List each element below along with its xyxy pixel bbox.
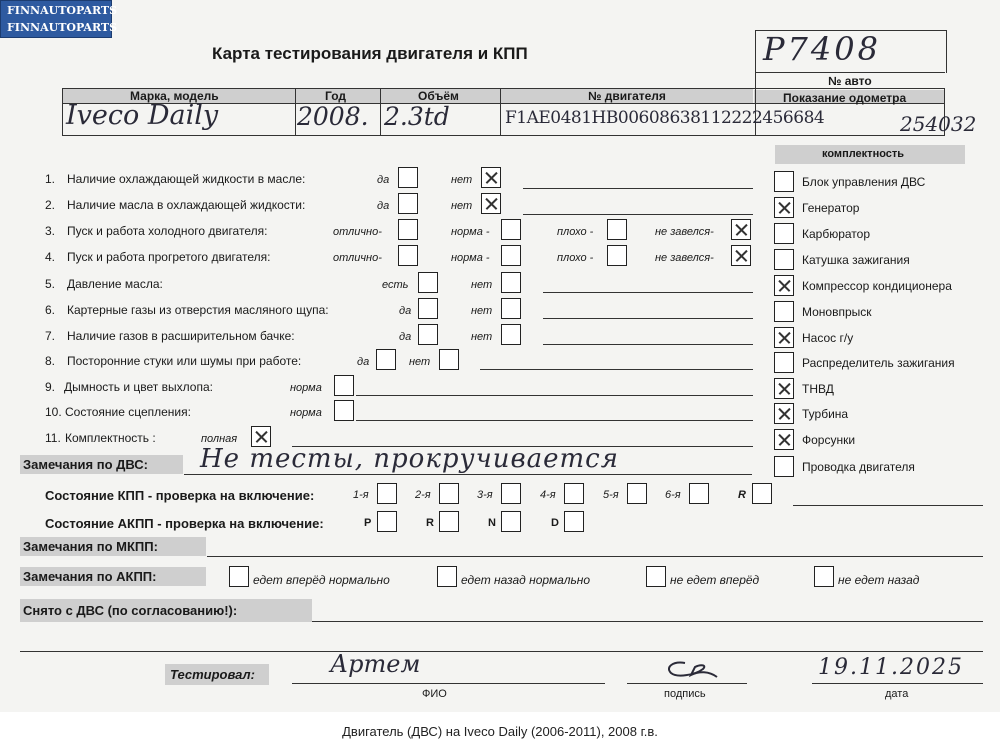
q4-opt4-checkbox[interactable] bbox=[731, 245, 751, 266]
removed-line bbox=[312, 621, 983, 622]
q1-opt2-checkbox[interactable] bbox=[481, 167, 501, 188]
akpp-opt2-checkbox[interactable] bbox=[437, 566, 457, 587]
remarks-engine-line bbox=[184, 474, 752, 475]
q11-label: Комплектность : bbox=[65, 431, 156, 445]
q3-opt2-label: норма - bbox=[451, 226, 490, 238]
auto-p-checkbox[interactable] bbox=[377, 511, 397, 532]
header-model-label: Марка, модель bbox=[130, 89, 219, 103]
header-odometer-label: Показание одометра bbox=[783, 91, 907, 105]
q9-number: 9. bbox=[45, 380, 56, 394]
gearbox-note-line bbox=[793, 505, 983, 506]
logo-text-2: FINNAUTOPARTS bbox=[7, 21, 118, 34]
kit-item-checkbox[interactable] bbox=[774, 378, 794, 399]
gear-4-checkbox[interactable] bbox=[564, 483, 584, 504]
akpp-opt1-checkbox[interactable] bbox=[229, 566, 249, 587]
q6-number: 6. bbox=[45, 303, 56, 317]
kit-item-label: Компрессор кондиционера bbox=[802, 279, 952, 293]
q6-opt1-checkbox[interactable] bbox=[418, 298, 438, 319]
kit-item-checkbox[interactable] bbox=[774, 249, 794, 270]
akpp-opt2-label: едет назад нормально bbox=[461, 573, 591, 587]
q5-opt1-checkbox[interactable] bbox=[418, 272, 438, 293]
q2-number: 2. bbox=[45, 198, 56, 212]
q8-opt2-checkbox[interactable] bbox=[439, 349, 459, 370]
removed-line-2 bbox=[20, 651, 983, 652]
q3-label: Пуск и работа холодного двигателя: bbox=[67, 224, 268, 238]
q4-opt3-label: плохо - bbox=[557, 252, 594, 264]
kit-item-checkbox[interactable] bbox=[774, 301, 794, 322]
q5-label: Давление масла: bbox=[67, 277, 163, 291]
kit-item-checkbox[interactable] bbox=[774, 327, 794, 348]
q5-note-line bbox=[543, 292, 753, 293]
kit-heading: комплектность bbox=[822, 148, 905, 160]
tested-label: Тестировал: bbox=[170, 667, 255, 682]
q7-opt2-checkbox[interactable] bbox=[501, 324, 521, 345]
remarks-engine-label: Замечания по ДВС: bbox=[23, 457, 148, 472]
q3-opt3-label: плохо - bbox=[557, 226, 594, 238]
q8-note-line bbox=[480, 369, 753, 370]
auto-n-checkbox[interactable] bbox=[501, 511, 521, 532]
q3-opt2-checkbox[interactable] bbox=[501, 219, 521, 240]
model-value: Iveco Daily bbox=[66, 100, 219, 131]
akpp-opt3-label: не едет вперёд bbox=[670, 573, 760, 587]
q1-opt1-label: да bbox=[377, 174, 390, 186]
q1-opt1-checkbox[interactable] bbox=[398, 167, 418, 188]
gear-3-checkbox[interactable] bbox=[501, 483, 521, 504]
akpp-opt3-checkbox[interactable] bbox=[646, 566, 666, 587]
q8-label: Посторонние стуки или шумы при работе: bbox=[67, 354, 302, 368]
gear-r-label: R bbox=[738, 489, 746, 501]
photo-caption: Двигатель (ДВС) на Iveco Daily (2006-2011), 2008 г.в. bbox=[342, 724, 658, 739]
odometer-value: 254032 bbox=[900, 112, 977, 136]
q5-number: 5. bbox=[45, 277, 56, 291]
q6-opt1-label: да bbox=[399, 305, 412, 317]
q10-number: 10. bbox=[45, 405, 62, 419]
gear-1-label: 1-я bbox=[353, 489, 369, 501]
q10-label: Состояние сцепления: bbox=[65, 405, 191, 419]
q3-opt1-label: отлично- bbox=[333, 226, 382, 238]
q6-label: Картерные газы из отверстия масляного щупа: bbox=[67, 303, 329, 317]
q2-label: Наличие масла в охлаждающей жидкости: bbox=[67, 198, 306, 212]
q4-opt4-label: не завелся- bbox=[655, 252, 714, 264]
akpp-opt4-label: не едет назад bbox=[838, 573, 920, 587]
kit-item-label: Генератор bbox=[802, 201, 860, 215]
auto-r-label: R bbox=[426, 517, 434, 529]
kit-item-label: Моновпрыск bbox=[802, 305, 872, 319]
removed-label: Снято с ДВС (по согласованию!): bbox=[23, 603, 238, 618]
gear-2-label: 2-я bbox=[415, 489, 431, 501]
q1-note-line bbox=[523, 188, 753, 189]
q11-number: 11. bbox=[45, 431, 61, 445]
q9-note-line bbox=[356, 395, 753, 396]
akpp-opt4-checkbox[interactable] bbox=[814, 566, 834, 587]
fio-label: ФИО bbox=[422, 688, 447, 700]
q6-note-line bbox=[543, 318, 753, 319]
q7-number: 7. bbox=[45, 329, 56, 343]
q3-opt4-label: не завелся- bbox=[655, 226, 714, 238]
gear-1-checkbox[interactable] bbox=[377, 483, 397, 504]
q4-opt1-checkbox[interactable] bbox=[398, 245, 418, 266]
q6-opt2-label: нет bbox=[471, 305, 493, 317]
kit-item-checkbox[interactable] bbox=[774, 171, 794, 192]
kit-item-checkbox[interactable] bbox=[774, 197, 794, 218]
gearbox-label: Состояние КПП - проверка на включение: bbox=[45, 488, 315, 503]
q4-number: 4. bbox=[45, 250, 56, 264]
stock-code: P7408 bbox=[763, 30, 881, 68]
kit-item-checkbox[interactable] bbox=[774, 456, 794, 477]
auto-p-label: P bbox=[364, 517, 372, 529]
q9-label: Дымность и цвет выхлопа: bbox=[64, 380, 213, 394]
remarks-mkpp-line bbox=[207, 556, 983, 557]
automatic-label: Состояние АКПП - проверка на включение: bbox=[45, 516, 324, 531]
kit-item-checkbox[interactable] bbox=[774, 403, 794, 424]
signature-line bbox=[627, 683, 747, 684]
kit-item-label: ТНВД bbox=[802, 382, 834, 396]
date-line bbox=[812, 683, 983, 684]
page-title: Карта тестирования двигателя и КПП bbox=[212, 44, 528, 63]
header-year-label: Год bbox=[325, 89, 346, 103]
kit-item-label: Катушка зажигания bbox=[802, 253, 910, 267]
q8-opt1-label: да bbox=[357, 356, 370, 368]
kit-item-label: Проводка двигателя bbox=[802, 460, 915, 474]
q3-opt3-checkbox[interactable] bbox=[607, 219, 627, 240]
kit-item-checkbox[interactable] bbox=[774, 352, 794, 373]
q4-label: Пуск и работа прогретого двигателя: bbox=[67, 250, 271, 264]
remarks-akpp-label: Замечания по АКПП: bbox=[23, 569, 157, 584]
q4-opt3-checkbox[interactable] bbox=[607, 245, 627, 266]
date-value: 19.11.2025 bbox=[818, 655, 964, 680]
q4-opt2-checkbox[interactable] bbox=[501, 245, 521, 266]
kit-item-checkbox[interactable] bbox=[774, 429, 794, 450]
header-car-no-label: № авто bbox=[828, 74, 872, 88]
brand-logo bbox=[0, 0, 118, 38]
q2-opt1-label: да bbox=[377, 200, 390, 212]
header-col-sep-2 bbox=[380, 88, 381, 136]
q2-opt2-checkbox[interactable] bbox=[481, 193, 501, 214]
auto-r-checkbox[interactable] bbox=[439, 511, 459, 532]
q11-opt1-label: полная bbox=[201, 433, 238, 445]
auto-d-label: D bbox=[551, 517, 559, 529]
q5-opt2-checkbox[interactable] bbox=[501, 272, 521, 293]
header-col-sep-1 bbox=[295, 88, 296, 136]
q2-opt1-checkbox[interactable] bbox=[398, 193, 418, 214]
q1-opt2-label: нет bbox=[451, 174, 473, 186]
q2-opt2-label: нет bbox=[451, 200, 473, 212]
q8-opt2-label: нет bbox=[409, 356, 431, 368]
date-label: дата bbox=[885, 688, 909, 700]
kit-item-label: Форсунки bbox=[802, 433, 856, 447]
q7-label: Наличие газов в расширительном бачке: bbox=[67, 329, 295, 343]
kit-item-checkbox[interactable] bbox=[774, 223, 794, 244]
q2-note-line bbox=[523, 214, 753, 215]
gear-6-label: 6-я bbox=[665, 489, 681, 501]
akpp-opt1-label: едет вперёд нормально bbox=[253, 573, 390, 587]
kit-item-checkbox[interactable] bbox=[774, 275, 794, 296]
q1-number: 1. bbox=[45, 172, 56, 186]
q6-opt2-checkbox[interactable] bbox=[501, 298, 521, 319]
tester-value: Артем bbox=[330, 650, 421, 678]
tester-line bbox=[292, 683, 605, 684]
q7-opt1-label: да bbox=[399, 331, 412, 343]
q8-number: 8. bbox=[45, 354, 56, 368]
engine-no-value: F1AE0481HB00608638112222456684 bbox=[505, 108, 825, 128]
gear-5-label: 5-я bbox=[603, 489, 619, 501]
gear-r-checkbox[interactable] bbox=[752, 483, 772, 504]
q8-opt1-checkbox[interactable] bbox=[376, 349, 396, 370]
auto-n-label: N bbox=[488, 517, 496, 529]
q10-opt1-checkbox[interactable] bbox=[334, 400, 354, 421]
q1-label: Наличие охлаждающей жидкости в масле: bbox=[67, 172, 306, 186]
q3-number: 3. bbox=[45, 224, 56, 238]
header-volume-label: Объём bbox=[418, 89, 459, 103]
signature-mark bbox=[655, 655, 725, 685]
gear-4-label: 4-я bbox=[540, 489, 556, 501]
remarks-mkpp-label: Замечания по МКПП: bbox=[23, 539, 158, 554]
header-col-sep-3 bbox=[500, 88, 501, 136]
gear-2-checkbox[interactable] bbox=[439, 483, 459, 504]
q7-opt2-label: нет bbox=[471, 331, 493, 343]
kit-item-label: Турбина bbox=[802, 407, 849, 421]
q10-opt1-label: норма bbox=[290, 407, 322, 419]
gear-3-label: 3-я bbox=[477, 489, 493, 501]
volume-value: 2.3td bbox=[384, 102, 450, 131]
year-value: 2008. bbox=[297, 102, 369, 131]
q3-opt1-checkbox[interactable] bbox=[398, 219, 418, 240]
sign-label: подпись bbox=[664, 688, 706, 700]
q10-note-line bbox=[356, 420, 753, 421]
gear-5-checkbox[interactable] bbox=[627, 483, 647, 504]
kit-item-label: Насос г/у bbox=[802, 331, 854, 345]
q9-opt1-label: норма bbox=[290, 382, 322, 394]
q4-opt1-label: отлично- bbox=[333, 252, 382, 264]
q7-note-line bbox=[543, 344, 753, 345]
q5-opt2-label: нет bbox=[471, 279, 493, 291]
q7-opt1-checkbox[interactable] bbox=[418, 324, 438, 345]
q9-opt1-checkbox[interactable] bbox=[334, 375, 354, 396]
auto-d-checkbox[interactable] bbox=[564, 511, 584, 532]
car-no-divider bbox=[755, 72, 945, 73]
gear-6-checkbox[interactable] bbox=[689, 483, 709, 504]
q5-opt1-label: есть bbox=[382, 279, 409, 291]
header-engine-no-label: № двигателя bbox=[588, 89, 666, 103]
logo-text-1: FINNAUTOPARTS bbox=[7, 4, 118, 17]
q4-opt2-label: норма - bbox=[451, 252, 490, 264]
remarks-engine-value: Не тесты, прокручивается bbox=[200, 444, 619, 474]
q3-opt4-checkbox[interactable] bbox=[731, 219, 751, 240]
kit-item-label: Распределитель зажигания bbox=[802, 356, 955, 370]
kit-item-label: Блок управления ДВС bbox=[802, 175, 926, 189]
kit-item-label: Карбюратор bbox=[802, 227, 871, 241]
